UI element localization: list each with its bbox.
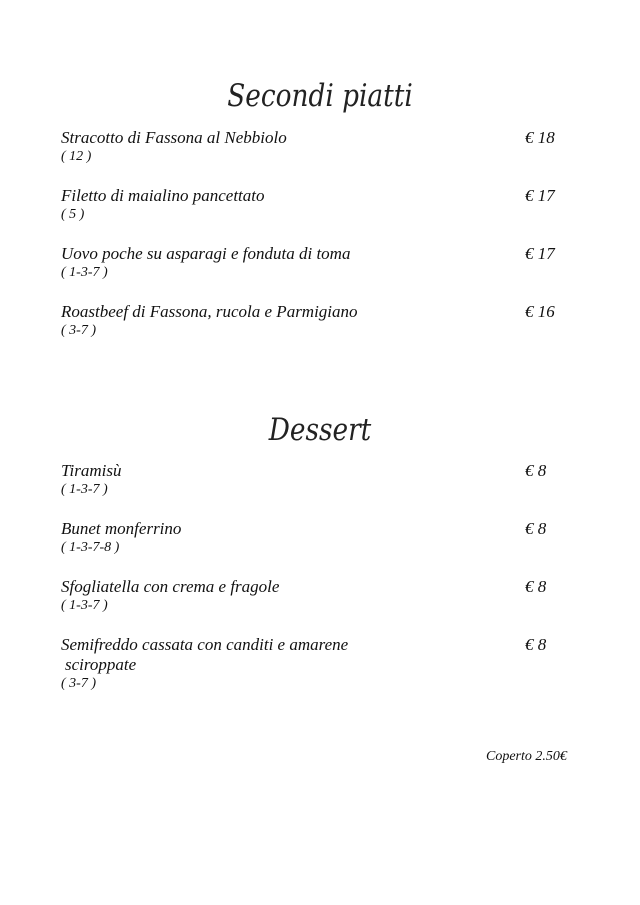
item-allergens: ( 1-3-7-8 )	[61, 540, 120, 555]
menu-item	[61, 635, 581, 693]
menu-item	[61, 577, 581, 615]
item-name: Sfogliatella con crema e fragole	[61, 577, 280, 596]
item-allergens: ( 3-7 )	[61, 676, 96, 691]
menu-item	[61, 302, 581, 340]
item-price: € 8	[525, 461, 547, 480]
item-price: € 17	[525, 186, 555, 205]
item-allergens: ( 12 )	[61, 149, 92, 164]
item-allergens: ( 1-3-7 )	[61, 265, 108, 280]
item-price: € 16	[525, 302, 555, 321]
item-name: Filetto di maialino pancettato	[61, 186, 265, 205]
menu-item	[61, 186, 581, 224]
menu-item	[61, 128, 581, 166]
item-name: Uovo poche su asparagi e fonduta di toma	[61, 244, 351, 263]
menu-item	[61, 461, 581, 499]
item-allergens: ( 1-3-7 )	[61, 598, 108, 613]
item-name: Stracotto di Fassona al Nebbiolo	[61, 128, 287, 147]
cover-charge: Coperto 2.50€	[486, 749, 567, 764]
item-name: Bunet monferrino	[61, 519, 182, 538]
item-name-line2: sciroppate	[65, 655, 137, 674]
section-title-dessert: Dessert	[268, 412, 372, 448]
item-price: € 8	[525, 519, 547, 538]
item-allergens: ( 1-3-7 )	[61, 482, 108, 497]
item-allergens: ( 5 )	[61, 207, 85, 222]
item-name: Roastbeef di Fassona, rucola e Parmigiano	[61, 302, 358, 321]
item-name: Tiramisù	[61, 461, 122, 480]
item-price: € 17	[525, 244, 555, 263]
menu-item	[61, 244, 581, 282]
menu-item	[61, 519, 581, 557]
item-allergens: ( 3-7 )	[61, 323, 96, 338]
item-price: € 8	[525, 577, 547, 596]
item-name: Semifreddo cassata con canditi e amarene	[61, 635, 349, 654]
item-price: € 8	[525, 635, 547, 654]
item-price: € 18	[525, 128, 555, 147]
section-title-secondi: Secondi piatti	[227, 78, 413, 114]
